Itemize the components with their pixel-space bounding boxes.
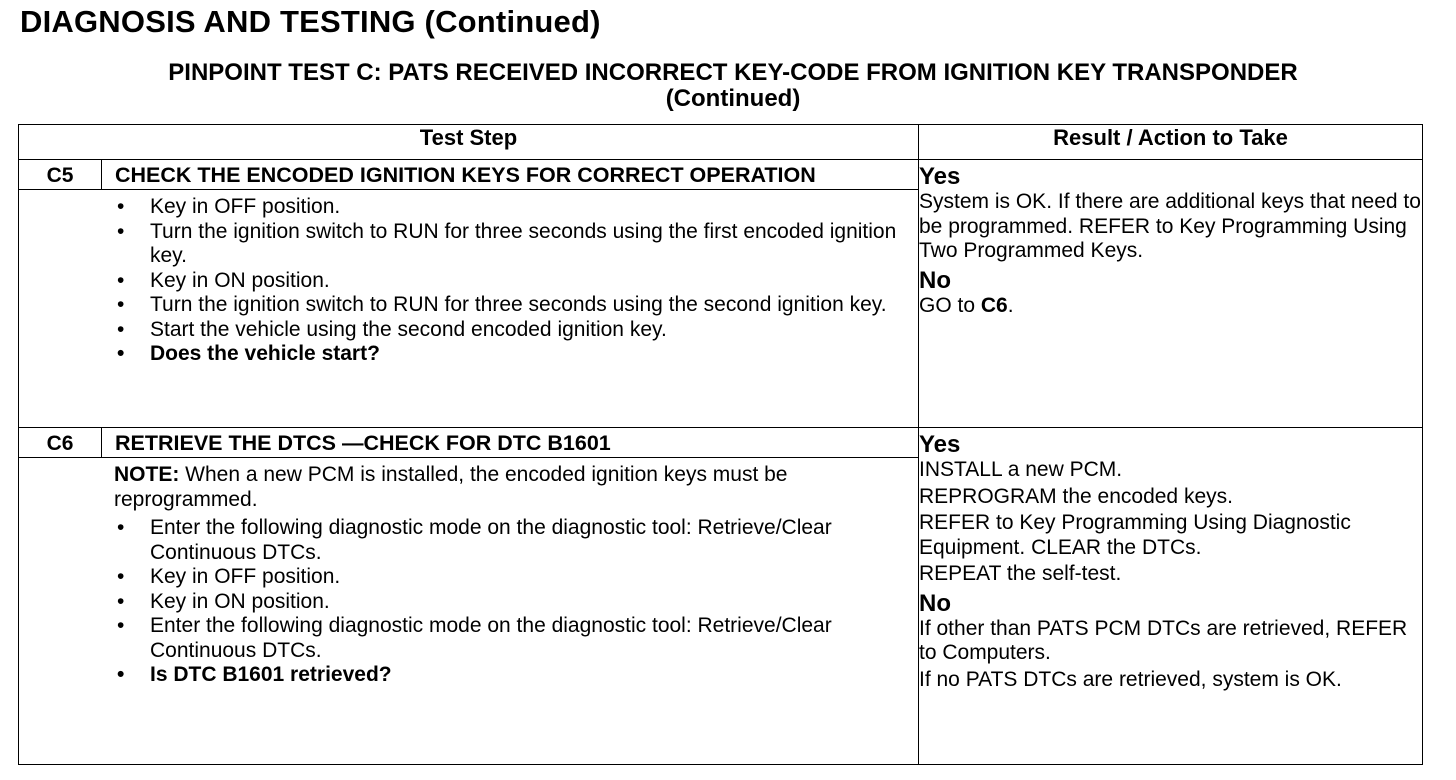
pinpoint-test-title-line1: PINPOINT TEST C: PATS RECEIVED INCORRECT KEY-CODE FROM IGNITION KEY TRANSPONDER — [168, 59, 1298, 86]
result-no-label: No — [919, 589, 951, 617]
list-item: • Enter the following diagnostic mode on the diagnostic tool: Retrieve/Clear Continuous DTCs. — [114, 614, 908, 663]
step-id: C5 — [19, 160, 102, 189]
step-question: • Does the vehicle start? — [114, 342, 908, 367]
list-item: • Enter the following diagnostic mode on the diagnostic tool: Retrieve/Clear Continuous DTCs. — [114, 516, 908, 565]
list-item: • Key in OFF position. — [114, 195, 908, 220]
result-no-text — [919, 294, 1422, 319]
list-item: • Key in ON position. — [114, 590, 908, 615]
list-item: • Turn the ignition switch to RUN for three seconds using the first encoded ignition key. — [114, 220, 908, 269]
list-item: • Key in ON position. — [114, 269, 908, 294]
result-no-label: No — [919, 266, 951, 294]
step-cell-c6 — [19, 428, 919, 765]
step-bullets — [114, 195, 908, 367]
step-body-c6 — [19, 458, 918, 692]
page-title: DIAGNOSIS AND TESTING (Continued) — [20, 4, 601, 39]
step-cell-c5 — [19, 160, 919, 428]
step-header-c5 — [19, 160, 918, 190]
list-item: • Turn the ignition switch to RUN for three seconds using the second ignition key. — [114, 293, 908, 318]
result-yes-text: System is OK. If there are additional keys that need to be programmed. REFER to Key Programming Using Two Programmed Keys. — [919, 190, 1421, 262]
step-note — [114, 463, 908, 512]
table-header-row — [19, 125, 1423, 160]
result-no-line: If no PATS DTCs are retrieved, system is OK. — [919, 667, 1342, 691]
step-title: CHECK THE ENCODED IGNITION KEYS FOR CORRECT OPERATION — [115, 163, 816, 187]
header-test-step: Test Step — [19, 125, 919, 160]
result-yes-line: REPROGRAM the encoded keys. — [919, 484, 1233, 508]
table-row — [19, 428, 1423, 765]
result-yes-line: REPEAT the self-test. — [919, 562, 1122, 585]
result-no-line: If other than PATS PCM DTCs are retrieved, REFER to Computers. — [919, 616, 1408, 664]
result-no-prefix: GO to — [919, 293, 981, 317]
header-result-action: Result / Action to Take — [919, 125, 1423, 160]
result-no-suffix: . — [1007, 293, 1014, 317]
step-bullets — [114, 516, 908, 688]
result-cell-c6 — [919, 428, 1423, 765]
step-body-c5 — [19, 190, 918, 371]
result-yes-label: Yes — [919, 431, 961, 458]
result-yes-line: INSTALL a new PCM. — [919, 458, 1123, 481]
step-header-c6 — [19, 428, 918, 458]
list-item: • Key in OFF position. — [114, 565, 908, 590]
note-label: NOTE: — [114, 463, 180, 486]
pinpoint-test-title — [48, 60, 1418, 112]
step-question: • Is DTC B1601 retrieved? — [114, 663, 908, 688]
note-text: When a new PCM is installed, the encoded ignition keys must be reprogrammed. — [114, 463, 788, 511]
step-title: RETRIEVE THE DTCS —CHECK FOR DTC B1601 — [115, 431, 611, 455]
pinpoint-test-table — [18, 124, 1423, 765]
pinpoint-test-title-line2: (Continued) — [665, 85, 801, 112]
result-yes-line: REFER to Key Programming Using Diagnostic Equipment. CLEAR the DTCs. — [919, 511, 1351, 559]
result-no-target: C6 — [980, 293, 1008, 317]
result-yes-label: Yes — [919, 163, 961, 190]
step-id: C6 — [19, 428, 102, 457]
result-cell-c5 — [919, 160, 1423, 428]
list-item: • Start the vehicle using the second encoded ignition key. — [114, 318, 908, 343]
table-row — [19, 160, 1423, 428]
